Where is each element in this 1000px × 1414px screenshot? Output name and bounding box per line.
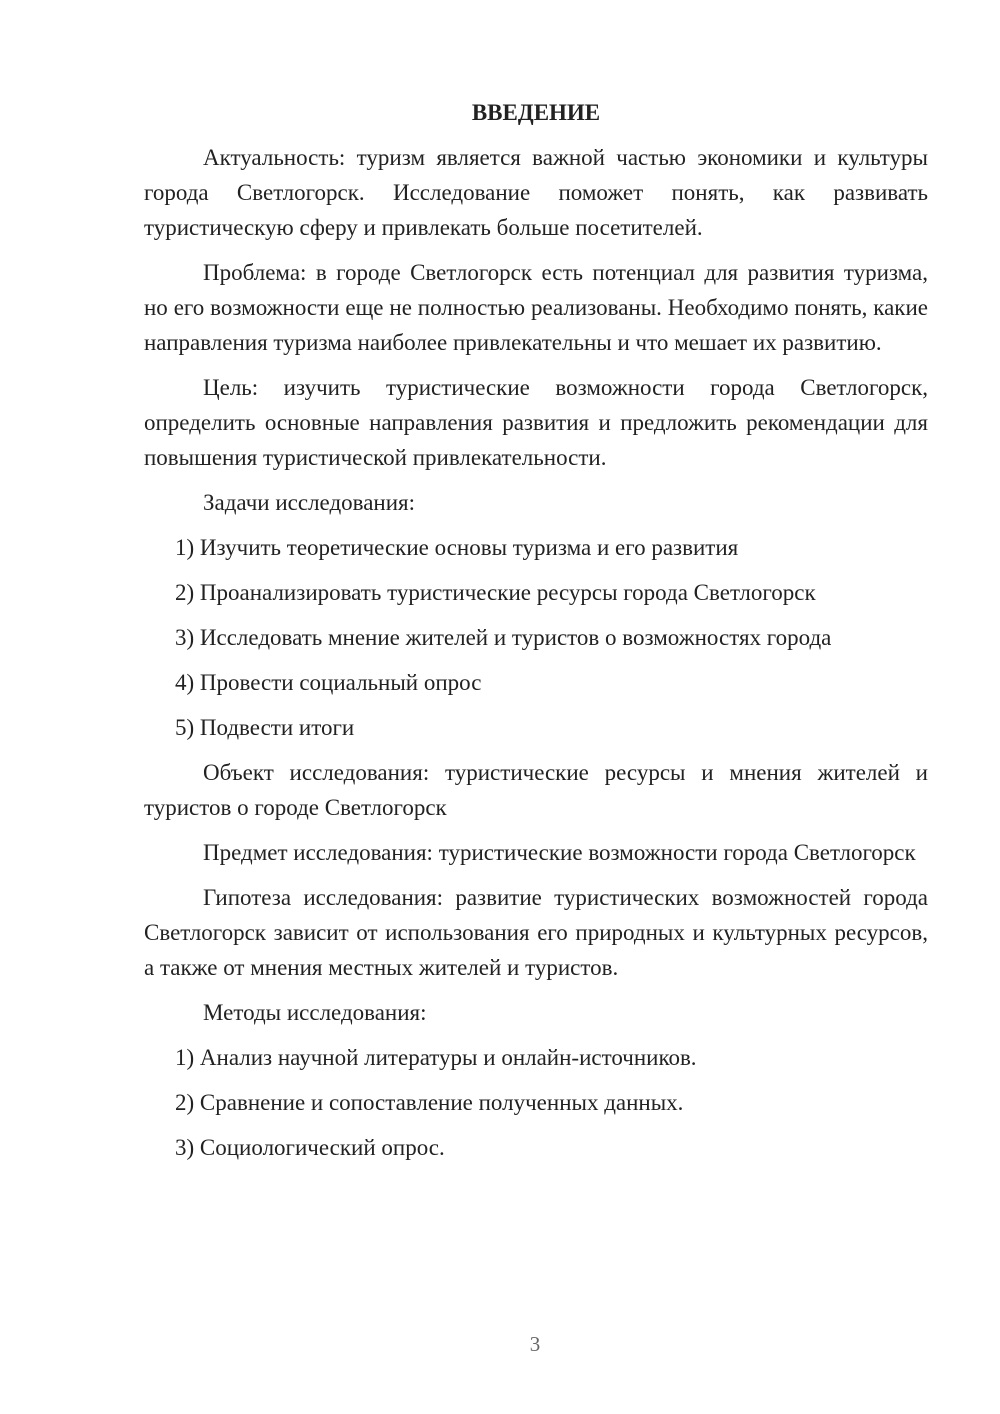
page-number: 3: [529, 1332, 541, 1356]
object-paragraph: Объект исследования: туристические ресурсы и мнения жителей и туристов о городе Светлогорск: [144, 760, 928, 820]
list-item: 1) Анализ научной литературы и онлайн-источников.: [175, 1045, 697, 1070]
methods-list: [144, 1040, 928, 1165]
relevance-paragraph: Актуальность: туризм является важной частью экономики и культуры города Светлогорск. Исследование поможет понять, как развивать туристическую сферу и привлекать больше посетителей.: [144, 145, 928, 240]
problem-paragraph: Проблема: в городе Светлогорск есть потенциал для развития туризма, но его возможности еще не полностью реализованы. Необходимо понять, какие направления туризма наиболее привлекательны и что мешает их развитию.: [144, 260, 928, 355]
hypothesis-paragraph: Гипотеза исследования: развитие туристических возможностей города Светлогорск зависит от использования его природных и культурных ресурсов, а также от мнения местных жителей и туристов.: [144, 885, 928, 980]
subject-paragraph: Предмет исследования: туристические возможности города Светлогорск: [203, 840, 916, 865]
list-item: 3) Социологический опрос.: [175, 1135, 445, 1160]
list-item: 4) Провести социальный опрос: [175, 670, 482, 695]
tasks-list: [144, 530, 928, 745]
list-item: 3) Исследовать мнение жителей и туристов о возможностях города: [175, 625, 832, 650]
methods-heading: Методы исследования:: [203, 1000, 427, 1025]
list-item: 1) Изучить теоретические основы туризма и его развития: [175, 535, 739, 560]
list-item: 2) Сравнение и сопоставление полученных данных.: [175, 1090, 684, 1115]
document-page: [144, 95, 928, 1175]
tasks-heading: Задачи исследования:: [203, 490, 416, 515]
list-item: 5) Подвести итоги: [175, 715, 355, 740]
goal-paragraph: Цель: изучить туристические возможности города Светлогорск, определить основные направления развития и предложить рекомендации для повышения туристической привлекательности.: [144, 375, 928, 470]
document-title: ВВЕДЕНИЕ: [471, 100, 601, 125]
list-item: 2) Проанализировать туристические ресурсы города Светлогорск: [175, 580, 816, 605]
